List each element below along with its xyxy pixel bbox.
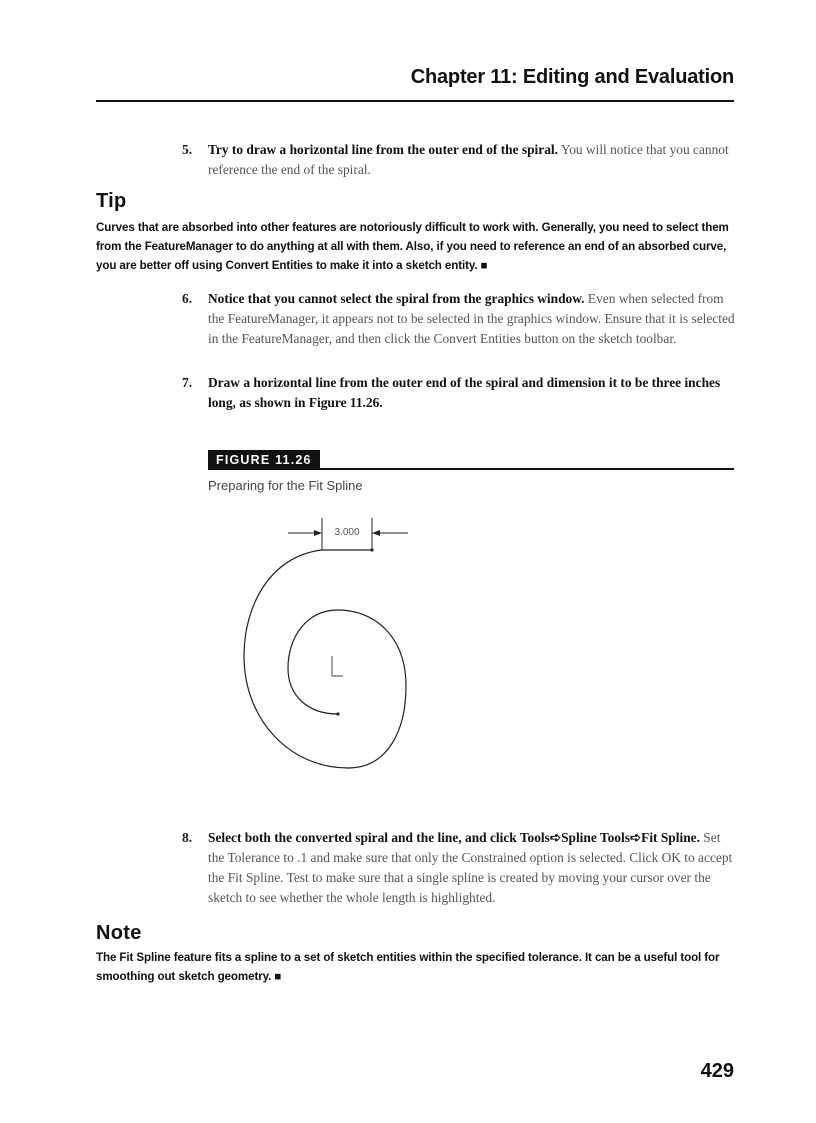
spiral-inner-endpoint [336,712,339,715]
step-number: 6. [182,291,193,306]
step-6 [182,289,737,349]
note-text: The Fit Spline feature fits a spline to a set of sketch entities within the specified tolerance. It can be a useful tool for smoothing out sketch geometry. ■ [96,951,720,983]
spiral-curve [244,550,406,768]
spiral-sketch-figure [230,508,450,778]
step-text: Even when selected from the FeatureManager, it appears not to be selected in the graphics window. Ensure that it is selected in the FeatureManager, and then click the Convert Entities button on the sketch toolbar. [208,291,735,346]
tip-text: Curves that are absorbed into other features are notoriously difficult to work with. Generally, you need to select them from the FeatureManager to do anything at all with them. Also, if you need to reference an end of an absorbed curve, you are better off using Convert Entities to make it into a sketch entity. ■ [96,221,729,272]
step-number: 5. [182,142,193,157]
step-5 [182,140,737,180]
note-heading: Note [96,922,142,944]
step-7 [182,373,737,413]
step-lead: Notice that you cannot select the spiral from the graphics window. [208,291,585,306]
chapter-header [96,66,734,102]
step-text: You will notice that you cannot reference the end of the spiral. [208,142,729,177]
figure-caption: Preparing for the Fit Spline [208,478,363,493]
step-number: 8. [182,830,193,845]
step-lead: Select both the converted spiral and the line, and click Tools➪Spline Tools➪Fit Spline. [208,830,700,845]
step-text: Set the Tolerance to .1 and make sure that only the Constrained option is selected. Click OK to accept the Fit Spline. Test to make sure that a single spline is created by moving your cursor over the sketch to see whether the whole length is highlighted. [208,830,733,905]
figure-label: FIGURE 11.26 [208,450,320,470]
step-number: 7. [182,375,193,390]
dimension-value: 3.000 [334,527,360,538]
step-8 [182,828,737,908]
arrowhead-right [372,530,380,536]
page-number: 429 [700,1060,734,1082]
step-lead: Try to draw a horizontal line from the outer end of the spiral. [208,142,558,157]
tip-heading: Tip [96,190,127,212]
line-endpoint [370,548,373,551]
chapter-title: Chapter 11: Editing and Evaluation [410,66,734,88]
step-lead: Draw a horizontal line from the outer end of the spiral and dimension it to be three inches long, as shown in Figure 11.26. [208,375,721,410]
arrowhead-left [314,530,322,536]
